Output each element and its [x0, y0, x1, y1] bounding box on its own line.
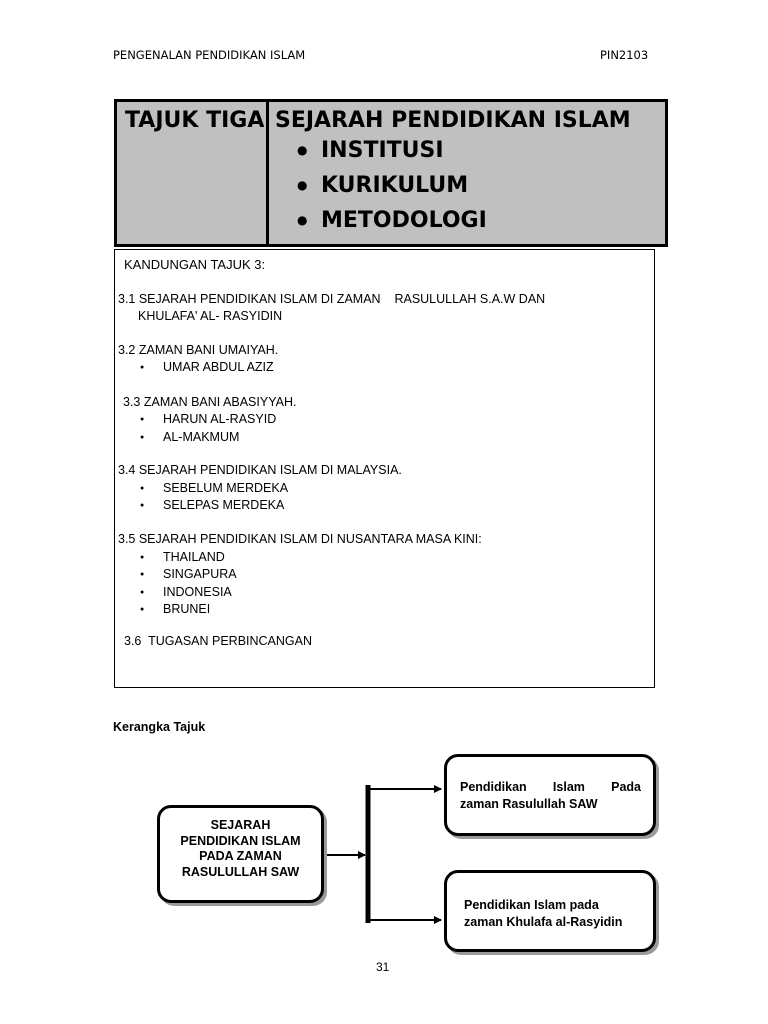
topic-label: TAJUK TIGA — [117, 102, 269, 244]
topic-item-label: KURIKULUM — [321, 173, 469, 198]
section-3-4: 3.4 SEJARAH PENDIDIKAN ISLAM DI MALAYSIA. — [118, 463, 402, 477]
box-a-line1: Pendidikan Islam Pada — [460, 780, 641, 794]
box-b-line2: zaman Khulafa al-Rasyidin — [464, 915, 623, 929]
section-3-3: 3.3 ZAMAN BANI ABASIYYAH. — [123, 395, 297, 409]
main-box-line: SEJARAH — [210, 818, 271, 832]
section-3-1-line2: KHULAFA' AL- RASYIDIN — [138, 309, 283, 323]
list-item: ● AL-MAKMUM — [163, 430, 239, 444]
header-course-title: PENGENALAN PENDIDIKAN ISLAM — [113, 48, 306, 62]
list-item: ● HARUN AL-RASYID — [163, 412, 276, 426]
topic-title: SEJARAH PENDIDIKAN ISLAM — [275, 108, 631, 133]
framework-box-khulafa — [444, 870, 656, 952]
page-number: 31 — [376, 960, 390, 974]
section-3-5: 3.5 SEJARAH PENDIDIKAN ISLAM DI NUSANTARA MASA KINI: — [118, 532, 482, 546]
header-course-code: PIN2103 — [600, 48, 649, 62]
list-item: ● THAILAND — [163, 550, 225, 564]
main-box-line: PENDIDIKAN ISLAM — [180, 833, 301, 848]
box-a-line2: zaman Rasulullah SAW — [460, 797, 598, 811]
framework-main-box — [157, 805, 324, 903]
bullet-icon: ● — [297, 213, 308, 227]
section-3-1-line1: 3.1 SEJARAH PENDIDIKAN ISLAM DI ZAMAN RASULULLAH S.A.W DAN — [118, 292, 546, 306]
topic-item-label: METODOLOGI — [321, 208, 487, 233]
main-box-line: RASULULLAH SAW — [181, 864, 300, 879]
bullet-icon: ● — [297, 178, 308, 192]
topic-item-label: INSTITUSI — [321, 138, 444, 163]
bullet-icon: ● — [297, 143, 308, 157]
list-item: ● SEBELUM MERDEKA — [163, 481, 288, 495]
list-item: ● BRUNEI — [163, 602, 210, 616]
list-item: ● INDONESIA — [163, 585, 232, 599]
contents-heading: KANDUNGAN TAJUK 3: — [124, 257, 266, 272]
list-item: ● SINGAPURA — [163, 567, 237, 581]
list-item: ● SELEPAS MERDEKA — [163, 498, 284, 512]
framework-label: Kerangka Tajuk — [113, 720, 206, 734]
framework-box-rasulullah — [444, 754, 656, 836]
section-3-6: 3.6 TUGASAN PERBINCANGAN — [124, 634, 313, 648]
section-3-2: 3.2 ZAMAN BANI UMAIYAH. — [118, 343, 279, 357]
box-b-line1: Pendidikan Islam pada — [464, 898, 599, 912]
main-box-line: PADA ZAMAN — [199, 849, 282, 863]
list-item: ● UMAR ABDUL AZIZ — [163, 360, 274, 374]
